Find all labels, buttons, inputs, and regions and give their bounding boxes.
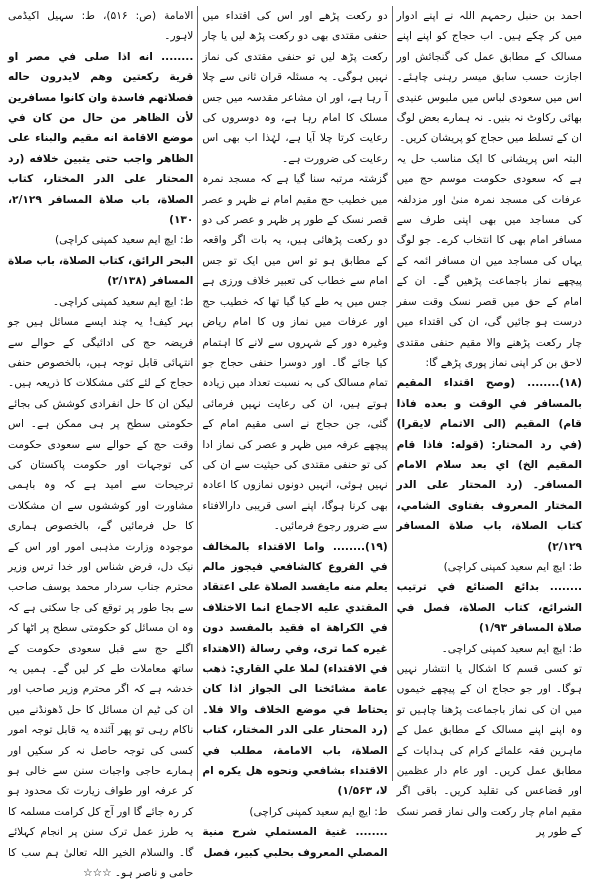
paragraph: البتہ اس پریشانی کا ایک مناسب حل یہ ہے کہ سعودی حکومت موسم حج میں عرفات کی مسجد نمرہ منیٰ اور مزدلفہ کی مساجد میں بھی اپنی طرف سے مسافر امام بھی کا انتخاب کرے۔ جو لوگ یہاں کی مساجد میں ان مسافر ائمہ کے پیچھے نماز باجماعت پڑھیں گے۔ ان کے امام کے حق میں قصر نسک وقت سفر درست ہو جائیں گی، ان کی اقتداء میں چار رکعت پڑھنے والا مقیم حنفی مقتدی لاحق بن کر اپنی نماز پوری پڑھے گا: (396, 152, 582, 369)
arabic-citation: ........ انه اذا صلى في مصر او قرية ركعتين وهم لايدرون حاله فصلاتهم فاسدة وان كانوا مسافرين لأن الظاهر من حال من كان في موضع الاقامة انه مقيم والبناء على الظاهر واجب حتى يتبين خلافه (رد المحتار على الدر المختار، كتاب الصلاة، باب صلاة المسافر ۲/۱۲۹، ۱۳۰) (8, 50, 194, 227)
publisher-note: ط: ایچ ایم سعید کمپنی کراچی۔ (52, 295, 194, 308)
publisher-note: الامامة (ص: ۵۱۶)، ط: سہیل اکیڈمی لاہور۔ (8, 10, 194, 43)
paragraph: احمد بن حنبل رحمہم اللہ نے اپنے ادوار میں کر چکے ہیں۔ اب حجاج کو اپنے اپنے مسالک کے مطابق عمل کی گنجائش اور اجازت حسب سابق میسر رہنی چاہئے۔ اس میں سعودی لباس میں ملبوس عنیدی بھائی رکاوٹ نہ بنیں۔ نہ ہمارے بعض لوگ ان کے تسلط میں حجاج کو پریشان کریں۔ (396, 10, 582, 145)
publisher-note: ط: ایچ ایم سعید کمپنی کراچی۔ (441, 642, 582, 655)
arabic-citation: (۱۸)........ (وصح اقتداء المقيم بالمسافر في الوقت و بعده فاذا قام) المقيم (الى الاتمام لايقرا) (في رد المحتار: (قوله: فاذا قام المقيم الخ) اي بعد سلام الامام المسافر۔ (رد المحتار على الدر المختار المعروف بفتاوى الشامي، كتاب الصلاة، باب صلاة المسافر ۲/۱۲۹) (396, 377, 582, 553)
paragraph: تو کسی قسم کا اشکال یا انتشار نہیں ہوگا۔ اور جو حجاج ان کے پیچھے خیموں میں ان کی نماز باجماعت پڑھنا چاہیں تو وہ اپنے اپنے مسالک کے مطابق عمل کے ماہرین فقہ علمائے کرام کی ہدایات کے مطابق عمل کریں۔ اور عام دار عظمین اور قضاعس کی تقلید کریں۔ باقی اگر مقیم امام چار رکعت والی نماز قصر نسک کے طور پر (396, 663, 582, 839)
column-left (4, 6, 197, 880)
arabic-citation: (۱۹)........ واما الاقتداء بالمخالف في الفروع كالشافعي فيجوز مالم يعلم منه مايفسد الصلاة على اعتقاد المقتدي عليه الاجماع انما الاختلاف في الكراهة اه فقيد بالمفسد دون غيره كما ترى، وفي رسالة (الاهتداء في الاقتداء) لملا علي القاري: ذهب عامة مشائخنا الى الجواز اذا كان يحتاط في موضع الخلاف والا فلا۔ (رد المحتار على الدر المختار، كتاب الصلاة، باب الامامة، مطلب في الاقتداء بشافعي ونحوه هل يكره ام لا، ۱/۵۶۳) (202, 540, 388, 798)
publisher-note: ط: ایچ ایم سعید کمپنی کراچی) (54, 234, 194, 247)
paragraph: گزشتہ مرتبہ سنا گیا ہے کہ مسجد نمرہ میں خطیب حج مقیم امام نے ظہر و عصر قصر نسک کے طور پر ظہر و عصر کی دو دو رکعت پڑھائی ہیں، یہ بات اگر واقعہ کے مطابق ہو تو اس میں ایک تو جس امام سے خطاب کی تعبیر خلاف ورزی ہے جس میں یہ طے کیا گیا تھا کہ خطیب حج اور عرفات میں نماز وں کا امام ریاض وغیرہ دور کے شہروں سے لانے کا اہتمام کیا جائے گا۔ اور دوسرا حنفی حجاج جو تمام مسالک کی بہ نسبت تعداد میں زیادہ ہوتے ہیں، ان کی رعایت نہیں فرمائی گئی، جن حجاج نے اسی مقیم امام کے پیچھے عرفہ میں ظہر و عصر کی نماز ادا کی تو حنفی مقتدی کی حیثیت سے ان کی نہیں ہوئی، انہیں دونوں نمازوں کا اعادہ بھی کرنا ہوگا، اپنے اسی قریبی دارالافتاء سے ضرور رجوع فرمائیں۔ (202, 173, 388, 533)
arabic-citation: ........ غنية المستملي شرح منية المصلي المعروف بحلبي كبير، فصل (202, 826, 388, 859)
column-right (393, 6, 586, 839)
arabic-citation: البحر الرائق، كتاب الصلاة، باب صلاة المسافر (۲/۱۳۸) (8, 254, 194, 288)
paragraph: دو رکعت پڑھے اور اس کی اقتداء میں حنفی مقتدی بھی دو رکعت پڑھ لیں یا چار رکعت پڑھ لیں تو حنفی مقتدی کی نماز نہیں ہوگی۔ یہ مسئلہ قران ثانی سے چلا آ رہا ہے، اور ان مشاعر مقدسہ میں جس مسلک کا امام رہا ہے، وہ دوسروں کی رعایت کرتا چلا آیا ہے، لہٰذا اب بھی اس رعایت کی ضرورت ہے۔ (202, 10, 388, 165)
column-middle (198, 6, 391, 859)
arabic-citation: ........ بدائع الصنائع في ترتيب الشرائع، كتاب الصلاة، فصل في صلاة المسافر ۱/۹۳) (396, 581, 582, 635)
paragraph: بہر کیف! یہ چند ایسے مسائل ہیں جو فریضہ حج کی ادائیگی کے حوالے سے انتہائی قابل توجہ ہیں، بالخصوص حنفی حجاج کے لئے کئی مشکلات کا ذریعہ ہیں۔ لیکن ان کا حل انفرادی کوشش کی بجائے حکومتی سطح پر ہی ممکن ہے۔ اس وقت حج کے حوالے سے سعودی حکومت کی توجہات اور حکومت پاکستان کی ترجیحات سے امید ہے کہ وہ باہمی مشاورت اور کوششوں سے ان مشکلات کا حل فرمائیں گے، بالخصوص ہماری موجودہ وزارت مذہبی امور اور اس کے نیک دل، فرض شناس اور خدا ترس وزیر محترم جناب سردار محمد یوسف صاحب سے بجا طور پر توقع کی جا سکتی ہے کہ وہ ان مسائل کو حکومتی سطح پر اٹھا کر اگلے حج سے قبل سعودی حکومت کے ساتھ معاملات طے کر لیں گے۔ ہمیں یہ خدشہ ہے کہ اگر محترم وزیر صاحب اور ان کی ٹیم ان مسائل کا حل ڈھونڈنے میں ناکام رہی تو پھر آئندہ یہ قابل توجہ امور کسی کی توجہ حاصل نہ کر سکیں اور ہمارے حاجی واجبات سنن سے خالی ہو کر عرفہ اور طواف زیارت تک محدود ہو کر رہ جائے گا اور آج کل کرامت مسلمہ کا یہ طرز عمل ترک سنن پر انجام کہلائے گا۔ والسلام الخیر اللہ تعالیٰ ہم سب کا حامی و ناصر ہو۔ ☆☆☆ (8, 316, 194, 880)
publisher-note: ط: ایچ ایم سعید کمپنی کراچی) (249, 805, 388, 818)
publisher-note: ط: ایچ ایم سعید کمپنی کراچی) (443, 560, 582, 573)
